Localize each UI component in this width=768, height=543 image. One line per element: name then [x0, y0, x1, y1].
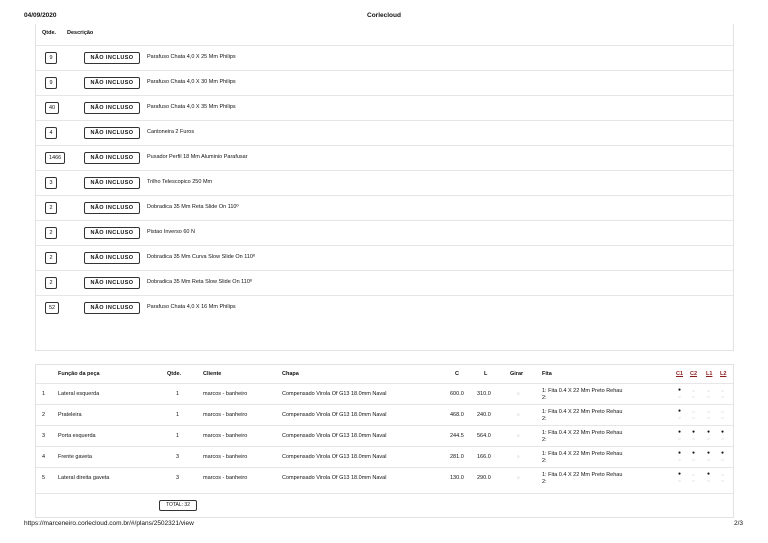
parts-row — [36, 120, 733, 145]
piece-sheet: Compensado Virola Of G13 18.0mm Naval — [282, 433, 387, 439]
parts-row — [36, 145, 733, 170]
piece-qty: 3 — [176, 454, 180, 460]
piece-length: 244.5 — [450, 433, 464, 439]
piece-width: 240.0 — [477, 412, 491, 418]
rotate-indicator: ○ — [517, 391, 520, 396]
status-badge: NÃO INCLUSO — [84, 102, 140, 114]
piece-width: 310.0 — [477, 391, 491, 397]
qty-badge: 4 — [45, 127, 57, 139]
function-column-header: Função da peça — [58, 371, 100, 377]
qty-badge: 2 — [45, 252, 57, 264]
l2-column-header: L2 — [720, 371, 727, 377]
part-description: Trilho Telescopico 250 Mm — [147, 179, 213, 185]
tape-line-2: 2: — [542, 415, 547, 422]
edge-dot-bottom: ○ — [721, 394, 724, 399]
edge-dot-bottom: ○ — [692, 457, 695, 462]
edge-dot-top: ● — [677, 387, 682, 393]
edge-dot-top: ● — [720, 429, 725, 435]
piece-row — [36, 383, 733, 404]
part-description: Parafuso Chata 4,0 X 16 Mm Philips — [147, 304, 236, 310]
piece-qty: 1 — [176, 433, 180, 439]
edge-dot-top: ● — [706, 429, 711, 435]
tape-info — [542, 388, 622, 401]
edge-dot-top: ● — [677, 450, 682, 456]
piece-sheet: Compensado Virola Of G13 18.0mm Naval — [282, 412, 387, 418]
part-description: Cantoneira 2 Furos — [147, 129, 195, 135]
edge-dot-bottom: ○ — [721, 478, 724, 483]
tape-column-header: Fita — [542, 371, 552, 377]
piece-client: marcos - banheiro — [203, 475, 248, 481]
edge-dot-bottom: ○ — [707, 478, 710, 483]
status-badge: NÃO INCLUSO — [84, 227, 140, 239]
edge-dot-bottom: ○ — [721, 415, 724, 420]
piece-client: marcos - banheiro — [203, 433, 248, 439]
total-badge: TOTAL: 32 — [159, 500, 197, 511]
tape-line-1: 1: Fita 0.4 X 22 Mm Preto Rehau — [542, 430, 623, 436]
edge-dot-bottom: ○ — [707, 415, 710, 420]
qty-badge: 9 — [45, 77, 57, 89]
qty-badge: 52 — [45, 302, 59, 314]
parts-row — [36, 220, 733, 245]
tape-info — [542, 472, 622, 485]
status-badge: NÃO INCLUSO — [84, 52, 140, 64]
tape-line-1: 1: Fita 0.4 X 22 Mm Preto Rehau — [542, 451, 623, 457]
piece-function: Prateleira — [58, 412, 82, 418]
edge-dot-bottom: ○ — [692, 394, 695, 399]
parts-row — [36, 245, 733, 270]
rotate-indicator: ○ — [517, 433, 520, 438]
status-badge: NÃO INCLUSO — [84, 252, 140, 264]
parts-row — [36, 70, 733, 95]
qty-badge: 1466 — [45, 152, 65, 164]
piece-client: marcos - banheiro — [203, 391, 248, 397]
qty-badge: 40 — [45, 102, 59, 114]
piece-function: Frente gaveta — [58, 454, 92, 460]
part-description: Dobradica 35 Mm Reta Slide On 110º — [147, 204, 239, 210]
l-column-header: L — [484, 371, 488, 377]
edge-dot-top: ○ — [721, 472, 724, 477]
edge-dot-bottom: ○ — [678, 457, 681, 462]
qty-column-header: Qtde. — [167, 371, 182, 377]
status-badge: NÃO INCLUSO — [84, 152, 140, 164]
tape-line-1: 1: Fita 0.4 X 22 Mm Preto Rehau — [542, 388, 623, 394]
edge-dot-top: ● — [691, 450, 696, 456]
part-description: Parafuso Chata 4,0 X 30 Mm Philips — [147, 79, 236, 85]
edge-dot-top: ● — [720, 450, 725, 456]
l1-column-header: L1 — [706, 371, 713, 377]
piece-row — [36, 404, 733, 425]
rotate-indicator: ○ — [517, 475, 520, 480]
edge-dot-bottom: ○ — [678, 478, 681, 483]
part-description: Parafuso Chata 4,0 X 25 Mm Philips — [147, 54, 236, 60]
parts-row — [36, 195, 733, 220]
qty-column-header: Qtde. — [42, 30, 57, 36]
edge-dot-top: ● — [677, 408, 682, 414]
piece-sheet: Compensado Virola Of G13 18.0mm Naval — [282, 454, 387, 460]
piece-qty: 3 — [176, 475, 180, 481]
piece-sheet: Compensado Virola Of G13 18.0mm Naval — [282, 475, 387, 481]
edge-dot-bottom: ○ — [678, 436, 681, 441]
part-description: Dobradica 35 Mm Reta Slow Slide On 110º — [147, 279, 252, 285]
c-column-header: C — [455, 371, 459, 377]
qty-badge: 2 — [45, 227, 57, 239]
parts-row — [36, 95, 733, 120]
status-badge: NÃO INCLUSO — [84, 302, 140, 314]
edge-dot-bottom: ○ — [721, 457, 724, 462]
piece-width: 166.0 — [477, 454, 491, 460]
piece-row — [36, 467, 733, 488]
tape-line-1: 1: Fita 0.4 X 22 Mm Preto Rehau — [542, 472, 623, 478]
tape-info — [542, 451, 622, 464]
total-divider — [36, 493, 733, 494]
parts-row — [36, 45, 733, 70]
part-description: Parafuso Chata 4,0 X 35 Mm Philips — [147, 104, 236, 110]
edge-dot-top: ○ — [707, 409, 710, 414]
parts-row — [36, 170, 733, 195]
client-column-header: Cliente — [203, 371, 222, 377]
edge-dot-top: ● — [691, 429, 696, 435]
tape-line-2: 2: — [542, 478, 547, 485]
parts-row — [36, 270, 733, 295]
c1-column-header: C1 — [676, 371, 684, 377]
piece-qty: 1 — [176, 412, 180, 418]
piece-length: 468.0 — [450, 412, 464, 418]
status-badge: NÃO INCLUSO — [84, 127, 140, 139]
tape-line-1: 1: Fita 0.4 X 22 Mm Preto Rehau — [542, 409, 623, 415]
edge-dot-bottom: ○ — [678, 394, 681, 399]
rotate-indicator: ○ — [517, 412, 520, 417]
piece-client: marcos - banheiro — [203, 412, 248, 418]
piece-width: 290.0 — [477, 475, 491, 481]
qty-badge: 9 — [45, 52, 57, 64]
piece-function: Porta esquerda — [58, 433, 96, 439]
status-badge: NÃO INCLUSO — [84, 277, 140, 289]
part-description: Dobradica 35 Mm Curva Slow Slide On 110º — [147, 254, 255, 260]
row-number: 3 — [42, 433, 46, 439]
edge-dot-bottom: ○ — [707, 436, 710, 441]
edge-dot-top: ○ — [721, 409, 724, 414]
page-number: 2/3 — [734, 520, 744, 527]
tape-line-2: 2: — [542, 436, 547, 443]
piece-function: Lateral direita gaveta — [58, 475, 110, 481]
edge-dot-top: ○ — [707, 388, 710, 393]
piece-length: 281.0 — [450, 454, 464, 460]
piece-width: 564.0 — [477, 433, 491, 439]
edge-dot-top: ○ — [692, 472, 695, 477]
pieces-table — [35, 364, 734, 518]
edge-dot-bottom: ○ — [707, 394, 710, 399]
part-description: Puxador Perfil 18 Mm Aluminio Parafusar — [147, 154, 248, 160]
sheet-column-header: Chapa — [282, 371, 299, 377]
piece-client: marcos - banheiro — [203, 454, 248, 460]
status-badge: NÃO INCLUSO — [84, 202, 140, 214]
edge-dot-bottom: ○ — [721, 436, 724, 441]
tape-line-2: 2: — [542, 394, 547, 401]
rotate-column-header: Girar — [510, 371, 524, 377]
page-url: https://marceneiro.corlecloud.com.br/#/plans/2502321/view — [24, 520, 194, 527]
edge-dot-bottom: ○ — [692, 415, 695, 420]
piece-function: Lateral esquerda — [58, 391, 100, 397]
edge-dot-top: ○ — [721, 388, 724, 393]
part-description: Pistao Inverso 60 N — [147, 229, 195, 235]
tape-info — [542, 409, 622, 422]
qty-badge: 3 — [45, 177, 57, 189]
piece-qty: 1 — [176, 391, 180, 397]
qty-badge: 2 — [45, 202, 57, 214]
parts-table-header — [36, 30, 733, 42]
row-number: 5 — [42, 475, 46, 481]
status-badge: NÃO INCLUSO — [84, 77, 140, 89]
edge-dot-top: ○ — [692, 388, 695, 393]
edge-dot-bottom: ○ — [692, 436, 695, 441]
piece-length: 130.0 — [450, 475, 464, 481]
print-date: 04/09/2020 — [24, 12, 57, 19]
row-number: 1 — [42, 391, 46, 397]
edge-dot-top: ● — [677, 471, 682, 477]
parts-row — [36, 295, 733, 320]
piece-row — [36, 446, 733, 467]
parts-table — [35, 24, 734, 351]
edge-dot-bottom: ○ — [678, 415, 681, 420]
rotate-indicator: ○ — [517, 454, 520, 459]
edge-dot-top: ● — [677, 429, 682, 435]
piece-length: 600.0 — [450, 391, 464, 397]
row-number: 4 — [42, 454, 46, 460]
piece-row — [36, 425, 733, 446]
row-number: 2 — [42, 412, 46, 418]
status-badge: NÃO INCLUSO — [84, 177, 140, 189]
piece-sheet: Compensado Virola Of G13 18.0mm Naval — [282, 391, 387, 397]
qty-badge: 2 — [45, 277, 57, 289]
edge-dot-top: ● — [706, 450, 711, 456]
description-column-header: Descrição — [67, 30, 94, 36]
c2-column-header: C2 — [690, 371, 698, 377]
edge-dot-top: ○ — [692, 409, 695, 414]
tape-line-2: 2: — [542, 457, 547, 464]
edge-dot-bottom: ○ — [707, 457, 710, 462]
tape-info — [542, 430, 622, 443]
page-title: Corlecloud — [367, 12, 401, 19]
edge-dot-top: ● — [706, 471, 711, 477]
edge-dot-bottom: ○ — [692, 478, 695, 483]
